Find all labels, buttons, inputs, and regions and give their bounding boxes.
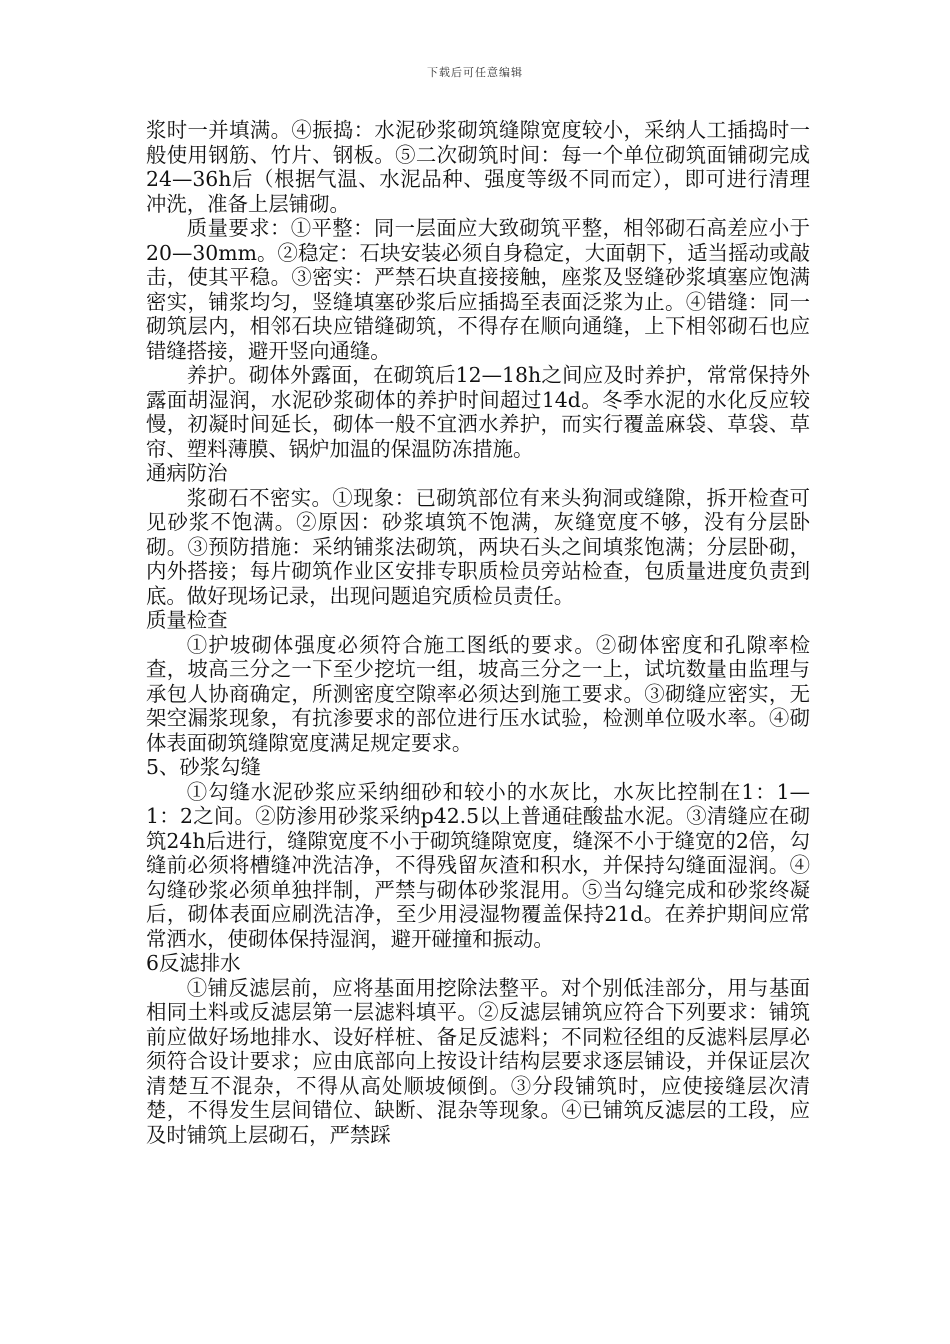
section-heading: 通病防治 xyxy=(146,461,228,485)
document-body xyxy=(146,118,810,1147)
section-heading: 5、砂浆勾缝 xyxy=(146,755,261,779)
page-header: 下载后可任意编辑 xyxy=(427,66,523,79)
paragraph: ①护坡砌体强度必须符合施工图纸的要求。②砌体密度和孔隙率检查，坡高三分之一下至少挖坑一组，坡高三分之一上，试坑数量由监理与承包人协商确定，所测密度空隙率必须达到施工要求。③砌缝应密实，无架空漏浆现象，有抗渗要求的部位进行压水试验，检测单位吸水率。④砌体表面砌筑缝隙宽度满足规定要求。 xyxy=(146,632,810,755)
paragraph: ①勾缝水泥砂浆应采纳细砂和较小的水灰比，水灰比控制在1：1—1：2之间。②防渗用砂浆采纳p42.5以上普通硅酸盐水泥。③清缝应在砌筑24h后进行，缝隙宽度不小于砌筑缝隙宽度，缝深不小于缝宽的2倍，勾缝前必须将槽缝冲洗洁净，不得残留灰渣和积水，并保持勾缝面湿润。④勾缝砂浆必须单独拌制，严禁与砌体砂浆混用。⑤当勾缝完成和砂浆终凝后，砌体表面应刷洗洁净，至少用浸湿物覆盖保持21d。在养护期间应常常洒水，使砌体保持湿润，避开碰撞和振动。 xyxy=(146,779,810,951)
paragraph: 浆时一并填满。④振捣：水泥砂浆砌筑缝隙宽度较小，采纳人工插捣时一般使用钢筋、竹片、钢板。⑤二次砌筑时间：每一个单位砌筑面铺砌完成24—36h后（根据气温、水泥品种、强度等级不同而定），即可进行清理冲洗，准备上层铺砌。 xyxy=(146,118,810,216)
paragraph: 浆砌石不密实。①现象：已砌筑部位有来头狗洞或缝隙，拆开检查可见砂浆不饱满。②原因：砂浆填筑不饱满，灰缝宽度不够，没有分层卧砌。③预防措施：采纳铺浆法砌筑，两块石头之间填浆饱满；分层卧砌，内外搭接；每片砌筑作业区安排专职质检员旁站检查，包质量进度负责到底。做好现场记录，出现问题追究质检员责任。 xyxy=(146,485,810,608)
section-heading: 6反滤排水 xyxy=(146,951,241,975)
paragraph: 养护。砌体外露面，在砌筑后12—18h之间应及时养护，常常保持外露面胡湿润，水泥砂浆砌体的养护时间超过14d。冬季水泥的水化反应较慢，初凝时间延长，砌体一般不宜洒水养护，而实行覆盖麻袋、草袋、草帘、塑料薄膜、锅炉加温的保温防冻措施。 xyxy=(146,363,810,461)
paragraph: ①铺反滤层前，应将基面用挖除法整平。对个别低洼部分，用与基面相同土料或反滤层第一层滤料填平。②反滤层铺筑应符合下列要求：铺筑前应做好场地排水、设好样桩、备足反滤料；不同粒径组的反滤料层厚必须符合设计要求；应由底部向上按设计结构层要求逐层铺设，并保证层次清楚互不混杂，不得从高处顺坡倾倒。③分段铺筑时，应使接缝层次清楚，不得发生层间错位、缺断、混杂等现象。④已铺筑反滤层的工段，应及时铺筑上层砌石，严禁踩 xyxy=(146,975,810,1147)
paragraph: 质量要求：①平整：同一层面应大致砌筑平整，相邻砌石高差应小于20—30mm。②稳定：石块安装必须自身稳定，大面朝下，适当摇动或敲击，使其平稳。③密实：严禁石块直接接触，座浆及竖缝砂浆填塞应饱满密实，铺浆均匀，竖缝填塞砂浆后应插捣至表面泛浆为止。④错缝：同一砌筑层内，相邻石块应错缝砌筑，不得存在顺向通缝，上下相邻砌石也应错缝搭接，避开竖向通缝。 xyxy=(146,216,810,363)
section-heading: 质量检查 xyxy=(146,608,228,632)
